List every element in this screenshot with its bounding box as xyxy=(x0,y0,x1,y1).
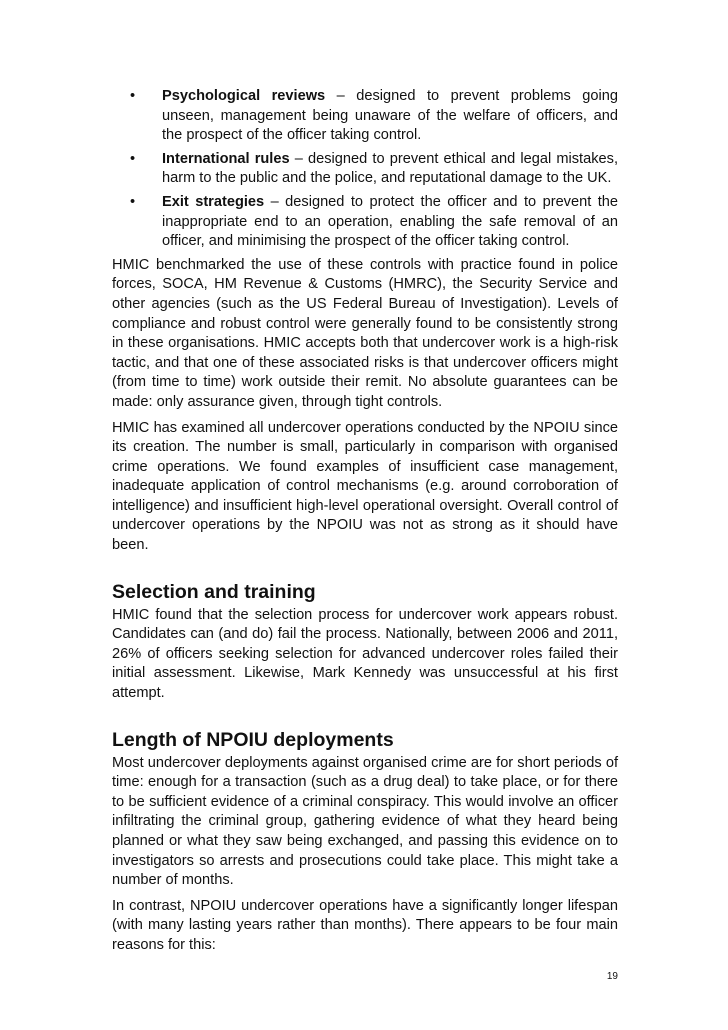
heading-selection-and-training: Selection and training xyxy=(112,580,316,603)
paragraph-selection: HMIC found that the selection process for undercover work appears robust. Candidates can (and do) fail the process. Nationally, between 2006 and 2011, 26% of officers seeking selection for advanced undercover roles failed their initial assessment. Likewise, Mark Kennedy was unsuccessful at his first attempt. xyxy=(112,606,618,702)
page-number: 19 xyxy=(606,971,618,982)
controls-bullet-list xyxy=(112,87,618,252)
bullet-text: – designed to protect the officer and to prevent the inappropriate end to an operation, enabling the safe removal of an officer, and minimising the prospect of the officer taking control. xyxy=(162,193,618,250)
bullet-icon: • xyxy=(130,193,136,210)
list-item xyxy=(112,87,618,146)
bullet-icon: • xyxy=(130,88,136,104)
heading-length-of-deployments: Length of NPOIU deployments xyxy=(112,728,394,751)
bullet-text: – designed to prevent ethical and legal mistakes, harm to the public and the police, and reputational damage to the UK. xyxy=(162,150,618,187)
bullet-term: International rules xyxy=(162,150,290,167)
paragraph-deployments-organised-crime: Most undercover deployments against organised crime are for short periods of time: enough for a transaction (such as a drug deal) to take place, or for there to be sufficient evidence of a criminal conspiracy. This would involve an officer infiltrating the criminal group, gathering evidence of what they heard being planned or what they saw being exchanged, and passing this evidence on to investigators so arrests and prosecutions could take place. This might take a number of months. xyxy=(112,754,618,889)
list-item xyxy=(112,150,618,189)
bullet-term: Psychological reviews xyxy=(162,88,326,104)
document-page xyxy=(112,87,618,962)
bullet-icon: • xyxy=(130,150,136,167)
paragraph-benchmarking: HMIC benchmarked the use of these controls with practice found in police forces, SOCA, HM Revenue & Customs (HMRC), the Security Service and other agencies (such as the US Federal Bureau of Investigation). Levels of compliance and robust control were generally found to be consistently strong in these organisations. HMIC accepts both that undercover work is a high-risk tactic, and that one of these associated risks is that undercover officers might (from time to time) work outside their remit. No absolute guarantees can be made: only assurance given, through tight controls. xyxy=(112,256,618,410)
bullet-term: Exit strategies xyxy=(162,193,265,210)
list-item xyxy=(112,193,618,252)
bullet-text: – designed to prevent problems going unseen, management being unaware of the welfare of officers, and the prospect of the officer taking control. xyxy=(162,88,618,144)
paragraph-npoiu-examination: HMIC has examined all undercover operations conducted by the NPOIU since its creation. The number is small, particularly in comparison with organised crime operations. We found examples of insufficient case management, inadequate application of control mechanisms (e.g. around corroboration of intelligence) and insufficient high-level operational oversight. Overall control of undercover operations by the NPOIU was not as strong as it should have been. xyxy=(112,419,618,554)
paragraph-deployments-npoiu: In contrast, NPOIU undercover operations have a significantly longer lifespan (with many lasting years rather than months). There appears to be four main reasons for this: xyxy=(112,897,618,953)
